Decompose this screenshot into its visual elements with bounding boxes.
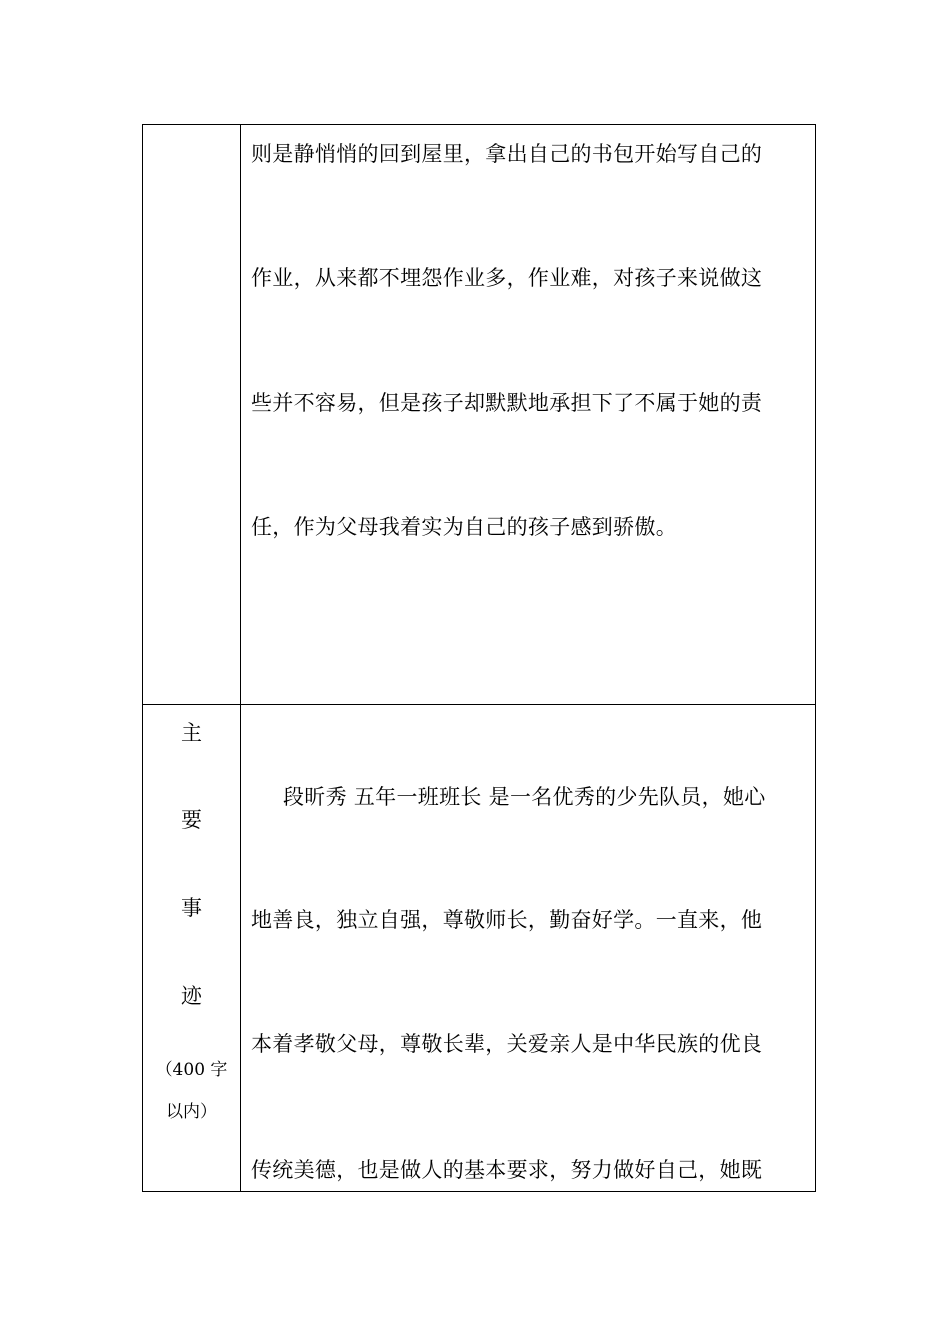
word-limit-note: （400 字 <box>155 1060 228 1080</box>
row1-label-cell <box>142 124 241 705</box>
main-deeds-content-cell <box>240 704 816 1192</box>
text-line: 段昕秀 五年一班班长 是一名优秀的少先队员，她心 <box>283 785 766 809</box>
text-line: 则是静悄悄的回到屋里，拿出自己的书包开始写自己的 <box>251 142 763 166</box>
label-char: 要 <box>181 808 202 832</box>
row1-content-cell <box>240 124 816 705</box>
label-char: 主 <box>181 721 202 745</box>
word-limit-note: 以内） <box>166 1102 217 1122</box>
text-line: 本着孝敬父母，尊敬长辈，关爱亲人是中华民族的优良 <box>251 1032 763 1056</box>
text-line: 地善良，独立自强，尊敬师长，勤奋好学。一直来，他 <box>251 908 763 932</box>
text-line: 些并不容易，但是孩子却默默地承担下了不属于她的责 <box>251 391 763 415</box>
text-line: 任，作为父母我着实为自己的孩子感到骄傲。 <box>251 515 677 539</box>
text-line: 传统美德，也是做人的基本要求，努力做好自己，她既 <box>251 1158 763 1182</box>
label-char: 事 <box>181 896 202 920</box>
document-table <box>142 124 816 1192</box>
main-deeds-label-cell <box>142 704 241 1192</box>
text-line: 作业，从来都不埋怨作业多，作业难，对孩子来说做这 <box>251 266 763 290</box>
label-char: 迹 <box>181 984 202 1008</box>
